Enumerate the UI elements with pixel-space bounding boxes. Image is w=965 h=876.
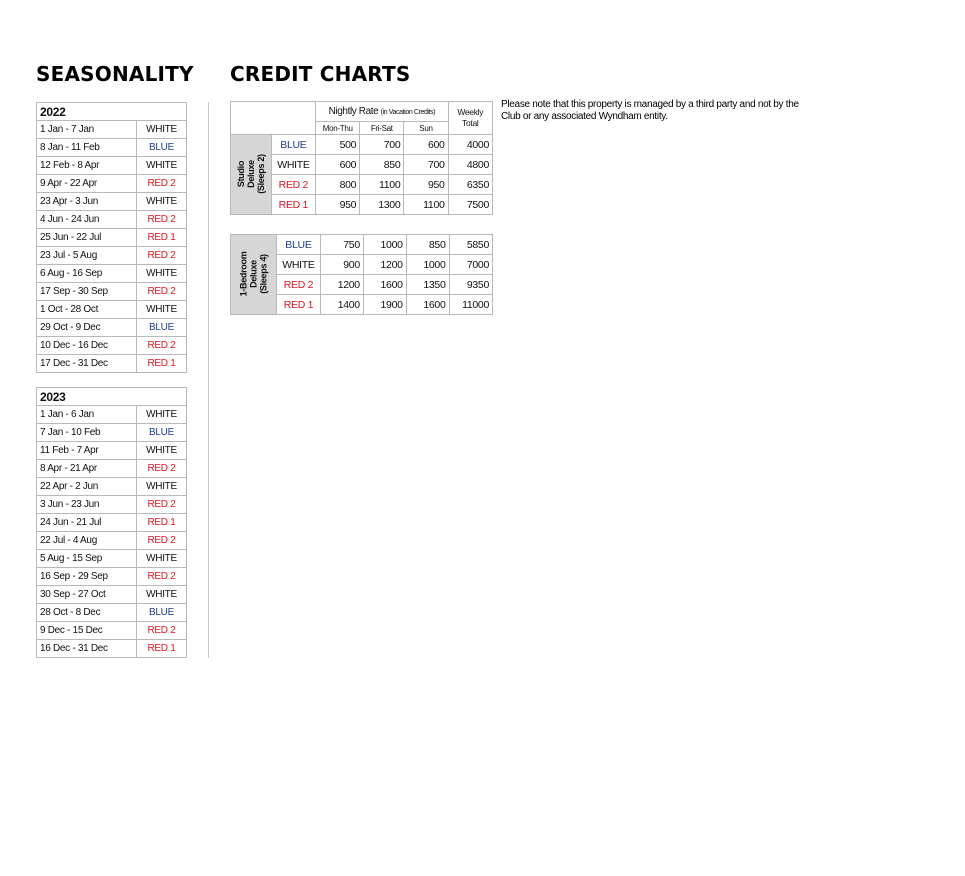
rate-weekly-total: 7000 [449, 255, 492, 275]
credit-season: RED 2 [271, 175, 316, 195]
season-dates: 1 Jan - 6 Jan [37, 406, 137, 424]
season-name: WHITE [137, 406, 187, 424]
rate-weekly-total: 9350 [449, 275, 492, 295]
season-name: WHITE [137, 301, 187, 319]
room-type-label [231, 135, 272, 215]
year-row [37, 103, 187, 121]
rate-mon-thu: 1200 [321, 275, 364, 295]
rate-fri-sat: 1200 [363, 255, 406, 275]
rate-fri-sat: 1100 [360, 175, 404, 195]
season-name: RED 2 [137, 622, 187, 640]
rate-sun: 600 [404, 135, 448, 155]
season-name: RED 1 [137, 229, 187, 247]
rate-weekly-total: 7500 [448, 195, 492, 215]
season-dates: 22 Apr - 2 Jun [37, 478, 137, 496]
season-dates: 9 Apr - 22 Apr [37, 175, 137, 193]
season-row [37, 283, 187, 301]
rate-mon-thu: 1400 [321, 295, 364, 315]
rate-fri-sat: 1000 [363, 235, 406, 255]
col-mon-thu: Mon-Thu [316, 122, 360, 135]
season-row [37, 604, 187, 622]
season-dates: 1 Jan - 7 Jan [37, 121, 137, 139]
credit-season: WHITE [271, 155, 316, 175]
season-dates: 23 Apr - 3 Jun [37, 193, 137, 211]
credit-chart-table [230, 101, 493, 215]
rate-weekly-total: 6350 [448, 175, 492, 195]
season-row [37, 337, 187, 355]
credit-chart-table-1-bedroom [230, 234, 493, 315]
credit-season: RED 2 [276, 275, 320, 295]
rate-weekly-total: 5850 [449, 235, 492, 255]
season-row [37, 496, 187, 514]
weekly-total-header: Weekly Total [448, 102, 492, 135]
rate-sun: 950 [404, 175, 448, 195]
rate-mon-thu: 800 [316, 175, 360, 195]
season-dates: 5 Aug - 15 Sep [37, 550, 137, 568]
seasonality-table-2022 [36, 102, 187, 373]
season-name: RED 1 [137, 514, 187, 532]
third-party-note: Please note that this property is managed by a third party and not by the Club or any associated Wyndham entity. [501, 99, 799, 122]
season-dates: 29 Oct - 9 Dec [37, 319, 137, 337]
season-name: RED 2 [137, 532, 187, 550]
rate-mon-thu: 600 [316, 155, 360, 175]
season-row [37, 265, 187, 283]
season-row [37, 460, 187, 478]
nightly-rate-note: (in Vacation Credits) [380, 109, 436, 116]
season-name: WHITE [137, 193, 187, 211]
rate-mon-thu: 900 [321, 255, 364, 275]
season-row [37, 175, 187, 193]
room-type-line: Deluxe [248, 260, 259, 288]
season-dates: 25 Jun - 22 Jul [37, 229, 137, 247]
room-type-line: Deluxe [245, 160, 256, 188]
season-row [37, 424, 187, 442]
seasonality-heading: SEASONALITY [36, 62, 194, 86]
rate-sun: 700 [404, 155, 448, 175]
rate-fri-sat: 1600 [363, 275, 406, 295]
rate-mon-thu: 500 [316, 135, 360, 155]
season-name: WHITE [137, 478, 187, 496]
credit-row [231, 135, 493, 155]
credit-season: RED 1 [271, 195, 316, 215]
season-row [37, 301, 187, 319]
season-name: WHITE [137, 121, 187, 139]
season-row [37, 139, 187, 157]
season-dates: 23 Jul - 5 Aug [37, 247, 137, 265]
season-row [37, 514, 187, 532]
rate-mon-thu: 750 [321, 235, 364, 255]
season-name: RED 1 [137, 640, 187, 658]
rate-fri-sat: 1900 [363, 295, 406, 315]
season-row [37, 319, 187, 337]
rate-sun: 850 [406, 235, 449, 255]
nightly-rate-label: Nightly Rate [328, 106, 379, 117]
season-dates: 16 Sep - 29 Sep [37, 568, 137, 586]
season-dates: 10 Dec - 16 Dec [37, 337, 137, 355]
season-row [37, 229, 187, 247]
season-name: WHITE [137, 442, 187, 460]
nightly-rate-header [316, 102, 448, 122]
season-row [37, 586, 187, 604]
season-name: WHITE [137, 157, 187, 175]
credit-season: BLUE [276, 235, 320, 255]
header-blank [231, 102, 316, 135]
season-row [37, 355, 187, 373]
room-type-line: 1-Bedroom [238, 251, 249, 297]
room-type-line: Studio [235, 160, 246, 188]
season-dates: 8 Apr - 21 Apr [37, 460, 137, 478]
rate-sun: 1100 [404, 195, 448, 215]
rate-weekly-total: 4000 [448, 135, 492, 155]
season-dates: 12 Feb - 8 Apr [37, 157, 137, 175]
season-dates: 11 Feb - 7 Apr [37, 442, 137, 460]
season-name: BLUE [137, 424, 187, 442]
season-name: BLUE [137, 604, 187, 622]
season-name: RED 2 [137, 283, 187, 301]
season-name: RED 2 [137, 211, 187, 229]
season-dates: 4 Jun - 24 Jun [37, 211, 137, 229]
season-dates: 16 Dec - 31 Dec [37, 640, 137, 658]
rate-fri-sat: 700 [360, 135, 404, 155]
season-name: RED 2 [137, 460, 187, 478]
season-dates: 17 Dec - 31 Dec [37, 355, 137, 373]
rate-mon-thu: 950 [316, 195, 360, 215]
season-dates: 9 Dec - 15 Dec [37, 622, 137, 640]
season-name: WHITE [137, 550, 187, 568]
season-name: BLUE [137, 139, 187, 157]
credit-season: WHITE [276, 255, 320, 275]
section-divider [208, 102, 209, 658]
year-row [37, 388, 187, 406]
season-dates: 22 Jul - 4 Aug [37, 532, 137, 550]
season-dates: 8 Jan - 11 Feb [37, 139, 137, 157]
credit-season: BLUE [271, 135, 316, 155]
season-dates: 28 Oct - 8 Dec [37, 604, 137, 622]
rate-weekly-total: 4800 [448, 155, 492, 175]
season-dates: 3 Jun - 23 Jun [37, 496, 137, 514]
rate-fri-sat: 850 [360, 155, 404, 175]
col-fri-sat: Fri-Sat [360, 122, 404, 135]
credit-season: RED 1 [276, 295, 320, 315]
room-type-label [231, 235, 277, 315]
season-name: WHITE [137, 265, 187, 283]
season-dates: 30 Sep - 27 Oct [37, 586, 137, 604]
credit-charts-heading: CREDIT CHARTS [230, 62, 411, 86]
season-name: RED 2 [137, 175, 187, 193]
season-row [37, 193, 187, 211]
credit-header-row [231, 102, 493, 122]
seasonality-table-2023 [36, 387, 187, 658]
season-row [37, 157, 187, 175]
season-dates: 1 Oct - 28 Oct [37, 301, 137, 319]
season-name: WHITE [137, 586, 187, 604]
season-row [37, 478, 187, 496]
rate-weekly-total: 11000 [449, 295, 492, 315]
rate-sun: 1600 [406, 295, 449, 315]
season-dates: 7 Jan - 10 Feb [37, 424, 137, 442]
season-name: RED 2 [137, 337, 187, 355]
season-row [37, 121, 187, 139]
season-row [37, 568, 187, 586]
season-name: RED 2 [137, 568, 187, 586]
season-dates: 24 Jun - 21 Jul [37, 514, 137, 532]
season-name: RED 1 [137, 355, 187, 373]
season-row [37, 640, 187, 658]
season-row [37, 532, 187, 550]
season-row [37, 442, 187, 460]
season-row [37, 406, 187, 424]
season-row [37, 550, 187, 568]
season-name: RED 2 [137, 247, 187, 265]
col-sun: Sun [404, 122, 448, 135]
rate-sun: 1350 [406, 275, 449, 295]
credit-row [231, 235, 493, 255]
rate-sun: 1000 [406, 255, 449, 275]
season-name: BLUE [137, 319, 187, 337]
room-type-line: (Sleeps 4) [258, 254, 269, 294]
season-row [37, 247, 187, 265]
rate-fri-sat: 1300 [360, 195, 404, 215]
season-name: RED 2 [137, 496, 187, 514]
season-row [37, 211, 187, 229]
room-type-line: (Sleeps 2) [255, 154, 266, 194]
season-dates: 6 Aug - 16 Sep [37, 265, 137, 283]
season-dates: 17 Sep - 30 Sep [37, 283, 137, 301]
year-label: 2023 [37, 388, 187, 406]
season-row [37, 622, 187, 640]
year-label: 2022 [37, 103, 187, 121]
